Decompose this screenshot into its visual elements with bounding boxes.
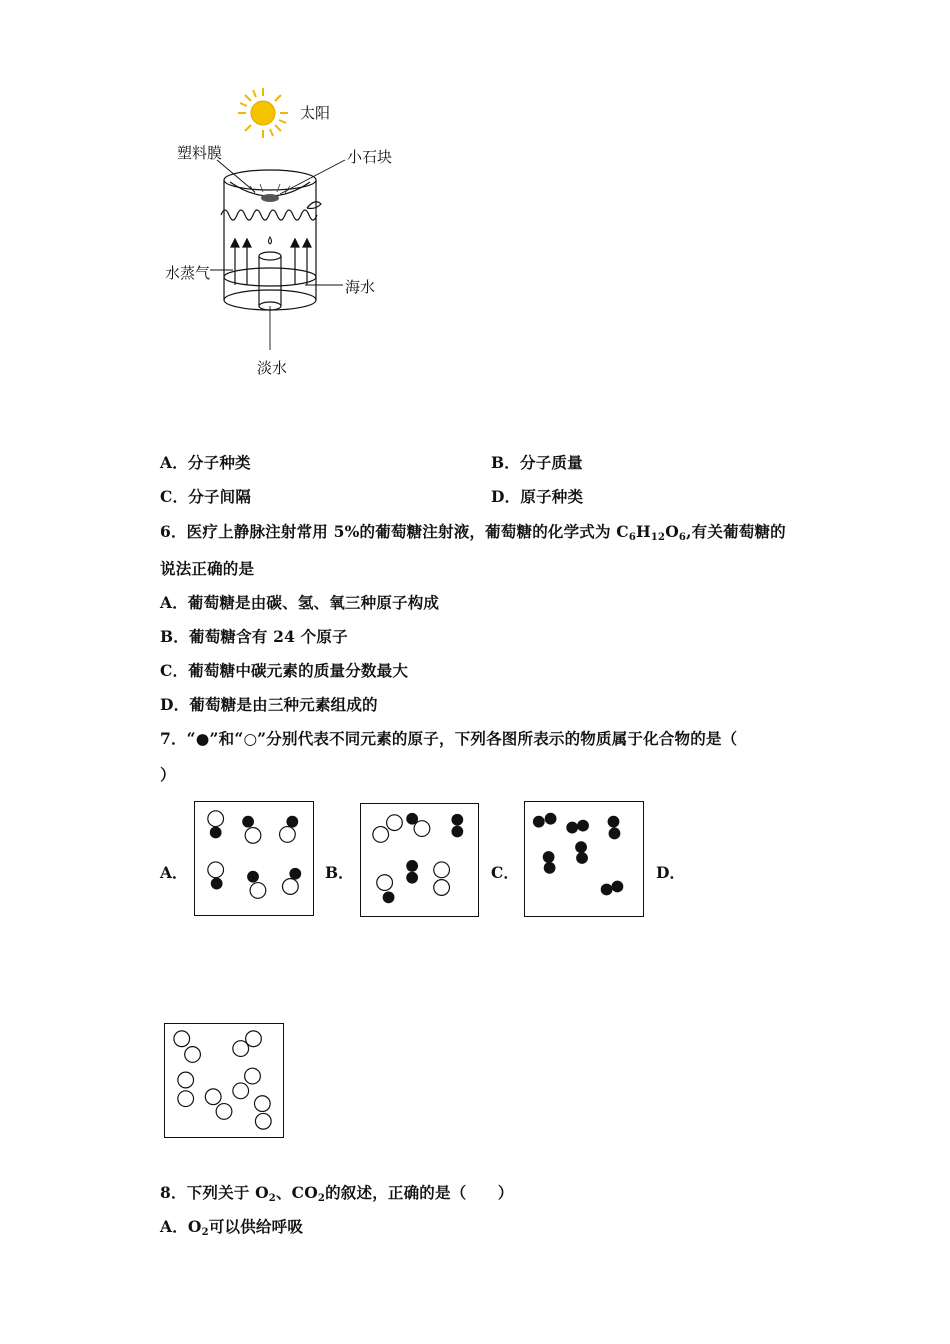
- q6-stem-line1: 6．医疗上静脉注射常用 5%的葡萄糖注射液，葡萄糖的化学式为 $C_6H_{12}O_6$,有关葡萄糖的: [160, 522, 786, 543]
- q7-label-b: B．: [325, 863, 354, 882]
- film-label: 塑料膜: [177, 144, 223, 162]
- q5-option-b: B．分子质量: [491, 453, 583, 472]
- q7-stem-line1: 7．“●”和“○”分别代表不同元素的原子，下列各图所表示的物质属于化合物的是（: [160, 729, 738, 748]
- stone-label: 小石块: [347, 148, 393, 166]
- q7-diagram-a: [194, 801, 314, 916]
- q7-label-c: C．: [491, 863, 519, 882]
- q5-option-d: D．原子种类: [491, 487, 584, 506]
- q8-option-a: A．$O_2$可以供给呼吸: [160, 1217, 304, 1238]
- seawater-label: 海水: [345, 278, 376, 296]
- vapor-label: 水蒸气: [165, 264, 211, 282]
- q7-label-a: A．: [160, 863, 188, 882]
- q7-label-d: D．: [656, 863, 685, 882]
- q7-stem-line2: ）: [160, 765, 176, 784]
- q5-option-c: C．分子间隔: [160, 487, 252, 506]
- q7-diagram-b: [360, 803, 479, 917]
- q6-option-d: D．葡萄糖是由三种元素组成的: [160, 695, 378, 714]
- q6-stem-line2: 说法正确的是: [160, 559, 255, 578]
- q5-option-a: A．分子种类: [160, 453, 251, 472]
- q6-option-a: A．葡萄糖是由碳、氢、氧三种原子构成: [160, 593, 440, 612]
- q7-diagram-d: [164, 1023, 284, 1138]
- sun-label: 太阳: [300, 104, 331, 122]
- q7-diagram-c: [524, 801, 644, 917]
- solar-still-diagram: [155, 80, 415, 380]
- freshwater-label: 淡水: [257, 359, 288, 377]
- q6-option-c: C．葡萄糖中碳元素的质量分数最大: [160, 661, 409, 680]
- q8-stem: 8．下列关于 $O_2$、$CO_2$的叙述，正确的是（ ）: [160, 1183, 514, 1204]
- sun-icon: [238, 88, 288, 138]
- q6-option-b: B．葡萄糖含有 24 个原子: [160, 627, 348, 646]
